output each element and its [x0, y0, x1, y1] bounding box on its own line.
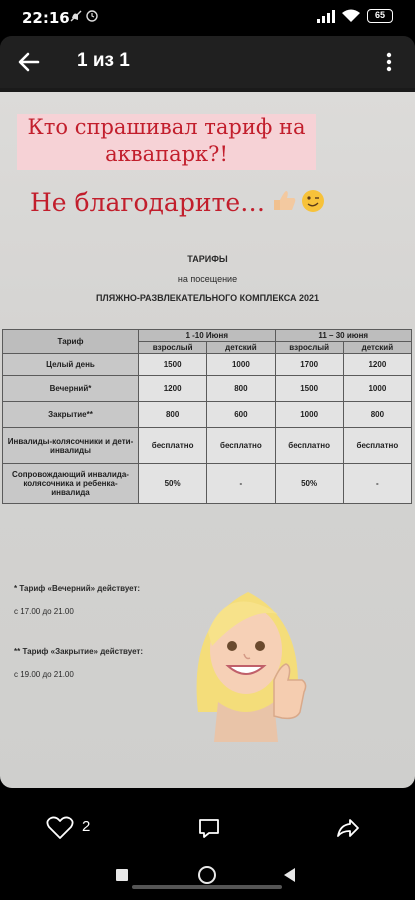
- table-cell: бесплатно: [139, 428, 207, 464]
- row-label: Сопровождающий инвалида-колясочника и ребенка-инвалида: [3, 464, 139, 504]
- recent-apps-button[interactable]: [116, 869, 128, 881]
- sub-child-1: детский: [207, 342, 275, 354]
- table-cell: бесплатно: [343, 428, 411, 464]
- home-indicator: [132, 885, 282, 889]
- memoji-sticker: [178, 562, 318, 742]
- battery-icon: 65: [367, 9, 393, 23]
- wifi-icon: [341, 9, 361, 23]
- table-cell: бесплатно: [275, 428, 343, 464]
- row-label: Целый день: [3, 354, 139, 376]
- doc-subtitle: на посещение: [177, 274, 238, 284]
- table-cell: 1000: [207, 354, 275, 376]
- table-cell: 50%: [275, 464, 343, 504]
- emoji-icons: [270, 188, 326, 214]
- story-image: [0, 92, 415, 788]
- heart-icon: [46, 816, 74, 840]
- caption-box: [17, 114, 316, 170]
- page-counter: 1 из 1: [77, 50, 130, 71]
- table-header-row: [3, 330, 412, 342]
- row-label: Закрытие**: [3, 402, 139, 428]
- note-evening-time: с 17.00 до 21.00: [14, 607, 74, 616]
- caption-line-3: Не благодарите…: [30, 188, 266, 217]
- table-row: [3, 428, 412, 464]
- story-viewer: [0, 36, 415, 788]
- table-row: [3, 376, 412, 402]
- col-tariff-header: Тариф: [3, 330, 139, 354]
- arrow-left-icon: [14, 48, 44, 76]
- table-cell: 1000: [275, 402, 343, 428]
- row-label: Инвалиды-колясочники и дети-инвалиды: [3, 428, 139, 464]
- sub-child-2: детский: [343, 342, 411, 354]
- table-cell: 800: [343, 402, 411, 428]
- more-options-button[interactable]: [377, 48, 401, 76]
- doc-org: ПЛЯЖНО-РАЗВЛЕКАТЕЛЬНОГО КОМПЛЕКСА 2021: [95, 293, 320, 303]
- table-cell: 1200: [139, 376, 207, 402]
- caption-line-1: Кто спрашивал тариф на: [27, 115, 306, 139]
- table-row: [3, 464, 412, 504]
- note-closing-time: с 19.00 до 21.00: [14, 670, 74, 679]
- period2-header: 11 – 30 июня: [275, 330, 412, 342]
- table-cell: 50%: [139, 464, 207, 504]
- status-notification-icons: [70, 9, 100, 26]
- row-label: Вечерний*: [3, 376, 139, 402]
- share-icon: [336, 816, 360, 840]
- system-nav-bar: [0, 860, 415, 900]
- mute-icon: [70, 9, 100, 23]
- comment-icon: [197, 816, 221, 840]
- table-cell: 1200: [343, 354, 411, 376]
- table-cell: 1000: [343, 376, 411, 402]
- table-row: [3, 402, 412, 428]
- table-cell: 800: [207, 376, 275, 402]
- doc-title: ТАРИФЫ: [187, 254, 228, 264]
- share-button[interactable]: [336, 816, 360, 840]
- period1-header: 1 -10 Июня: [139, 330, 276, 342]
- like-button[interactable]: [46, 816, 74, 840]
- sub-adult-1: взрослый: [139, 342, 207, 354]
- status-bar: [0, 0, 415, 36]
- note-closing-title: ** Тариф «Закрытие» действует:: [14, 647, 144, 656]
- table-cell: 600: [207, 402, 275, 428]
- tariff-table: [2, 329, 412, 504]
- table-row: [3, 354, 412, 376]
- table-cell: бесплатно: [207, 428, 275, 464]
- home-button[interactable]: [198, 866, 216, 884]
- table-cell: 1500: [275, 376, 343, 402]
- signal-icon: [317, 10, 335, 23]
- table-cell: 1500: [139, 354, 207, 376]
- more-vertical-icon: [377, 48, 401, 76]
- table-cell: 1700: [275, 354, 343, 376]
- system-back-button[interactable]: [284, 868, 295, 882]
- table-cell: 800: [139, 402, 207, 428]
- viewer-header: [0, 36, 415, 88]
- thumbs-up-wink-emoji: [270, 188, 326, 220]
- action-bar: [0, 800, 415, 856]
- status-time: 22:16: [22, 9, 70, 27]
- table-cell: -: [343, 464, 411, 504]
- note-evening-title: * Тариф «Вечерний» действует:: [14, 584, 141, 593]
- like-count: 2: [82, 818, 91, 835]
- sub-adult-2: взрослый: [275, 342, 343, 354]
- back-button[interactable]: [14, 48, 44, 76]
- status-right-icons: [317, 9, 393, 23]
- table-cell: -: [207, 464, 275, 504]
- comment-button[interactable]: [197, 816, 221, 840]
- caption-line-2: аквапарк?!: [105, 142, 228, 166]
